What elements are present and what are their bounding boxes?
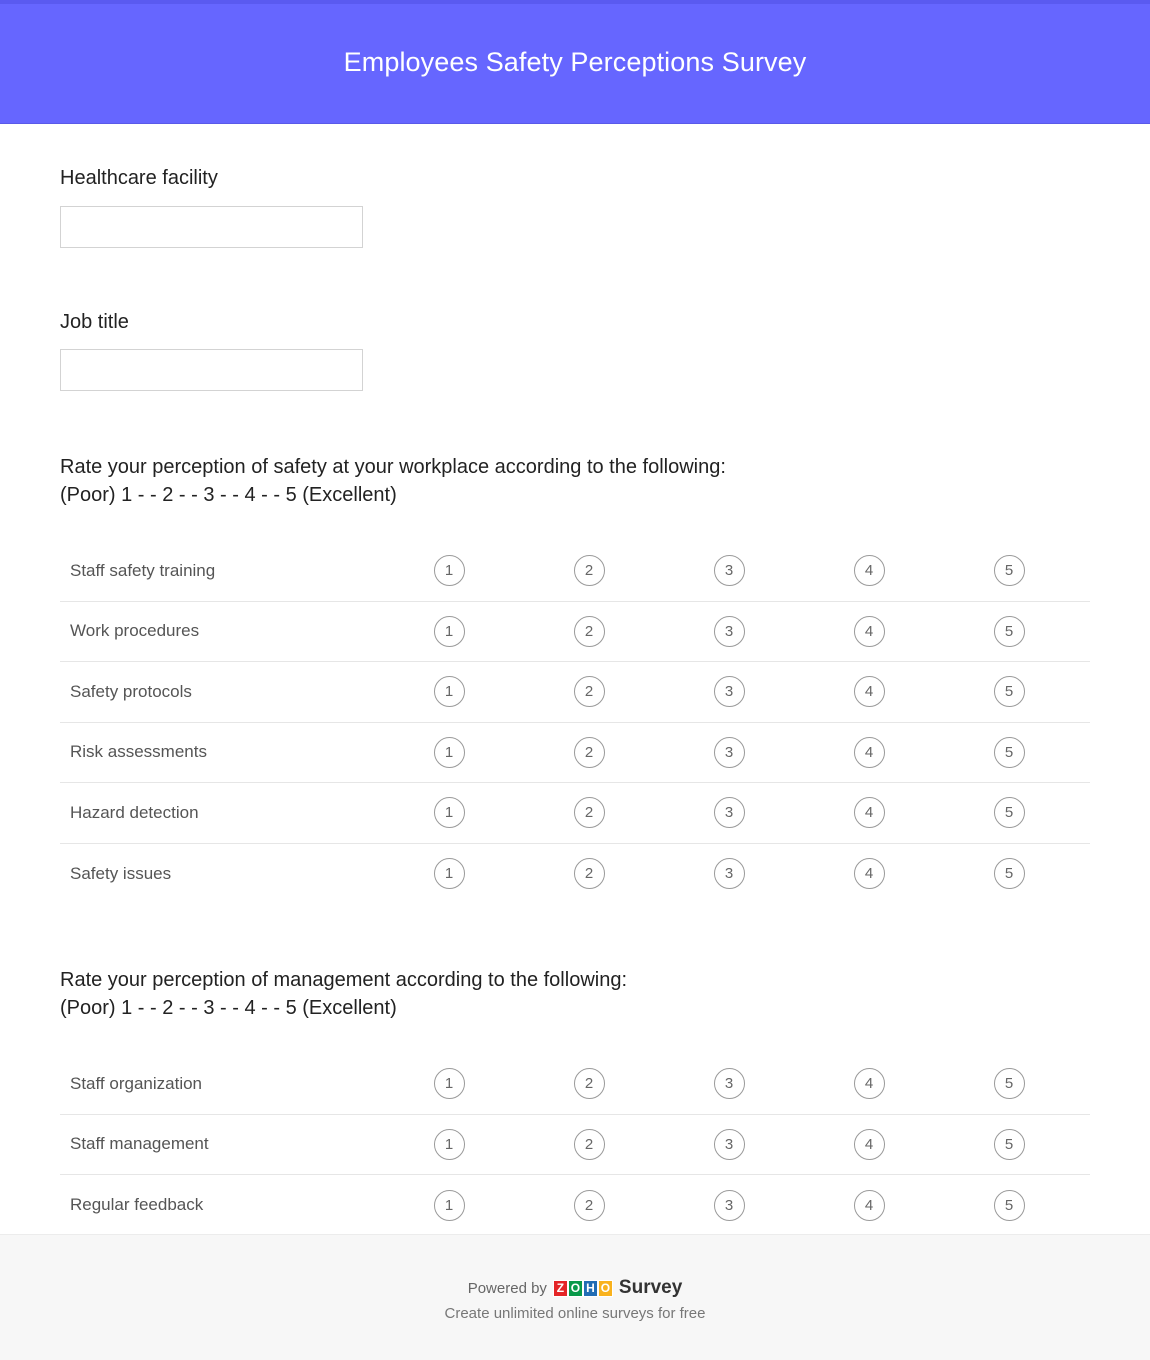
rating-option-1[interactable]: 1 — [434, 555, 465, 586]
rating-option-2[interactable]: 2 — [574, 1068, 605, 1099]
rating-option-2[interactable]: 2 — [574, 676, 605, 707]
rating-option-1[interactable]: 1 — [434, 1190, 465, 1221]
matrix-row-label: Risk assessments — [70, 742, 207, 762]
rating-option-4[interactable]: 4 — [854, 1068, 885, 1099]
zoho-logo-letter: H — [583, 1280, 598, 1297]
safety-matrix-prompt-line1: Rate your perception of safety at your workplace according to the following: — [60, 456, 726, 478]
rating-option-3[interactable]: 3 — [714, 1068, 745, 1099]
facility-input[interactable] — [60, 206, 363, 248]
matrix-row-label: Staff safety training — [70, 560, 216, 580]
management-matrix-prompt — [60, 966, 627, 1022]
rating-option-3[interactable]: 3 — [714, 1129, 745, 1160]
rating-option-3[interactable]: 3 — [714, 616, 745, 647]
rating-option-4[interactable]: 4 — [854, 1190, 885, 1221]
rating-option-1[interactable]: 1 — [434, 858, 465, 889]
rating-option-5[interactable]: 5 — [994, 1190, 1025, 1221]
matrix-row — [60, 602, 1090, 663]
matrix-row — [60, 844, 1090, 905]
rating-option-1[interactable]: 1 — [434, 616, 465, 647]
zoho-logo-letter: O — [568, 1280, 583, 1297]
rating-option-1[interactable]: 1 — [434, 1129, 465, 1160]
rating-option-5[interactable]: 5 — [994, 676, 1025, 707]
rating-option-4[interactable]: 4 — [854, 797, 885, 828]
rating-option-3[interactable]: 3 — [714, 737, 745, 768]
rating-option-1[interactable]: 1 — [434, 1068, 465, 1099]
zoho-logo-icon — [553, 1280, 613, 1297]
rating-option-1[interactable]: 1 — [434, 676, 465, 707]
matrix-row-label: Work procedures — [70, 621, 200, 641]
rating-option-2[interactable]: 2 — [574, 737, 605, 768]
rating-option-4[interactable]: 4 — [854, 737, 885, 768]
rating-option-3[interactable]: 3 — [714, 797, 745, 828]
rating-option-4[interactable]: 4 — [854, 1129, 885, 1160]
rating-option-4[interactable]: 4 — [854, 858, 885, 889]
safety-matrix-prompt-line2: (Poor) 1 - - 2 - - 3 - - 4 - - 5 (Excellent) — [60, 484, 397, 506]
rating-option-4[interactable]: 4 — [854, 676, 885, 707]
matrix-row-label: Staff organization — [70, 1073, 202, 1093]
rating-option-2[interactable]: 2 — [574, 616, 605, 647]
rating-option-2[interactable]: 2 — [574, 1190, 605, 1221]
management-rating-matrix — [60, 1054, 1090, 1236]
footer — [0, 1234, 1150, 1360]
powered-by[interactable] — [0, 1277, 1150, 1299]
matrix-row-label: Safety issues — [70, 863, 172, 883]
rating-option-3[interactable]: 3 — [714, 555, 745, 586]
rating-option-3[interactable]: 3 — [714, 676, 745, 707]
matrix-row — [60, 662, 1090, 723]
matrix-row — [60, 1054, 1090, 1115]
rating-option-4[interactable]: 4 — [854, 616, 885, 647]
matrix-row — [60, 723, 1090, 784]
rating-option-1[interactable]: 1 — [434, 737, 465, 768]
matrix-row-label: Safety protocols — [70, 681, 192, 701]
matrix-row-label: Staff management — [70, 1134, 209, 1154]
rating-option-3[interactable]: 3 — [714, 1190, 745, 1221]
management-matrix-prompt-line1: Rate your perception of management according to the following: — [60, 969, 628, 991]
rating-option-1[interactable]: 1 — [434, 797, 465, 828]
rating-option-5[interactable]: 5 — [994, 616, 1025, 647]
survey-header — [0, 0, 1150, 124]
zoho-logo-letter: Z — [553, 1280, 568, 1297]
rating-option-5[interactable]: 5 — [994, 858, 1025, 889]
matrix-row-label: Hazard detection — [70, 802, 199, 822]
zoho-logo-letter: O — [598, 1280, 613, 1297]
rating-option-5[interactable]: 5 — [994, 1068, 1025, 1099]
rating-option-2[interactable]: 2 — [574, 797, 605, 828]
rating-option-5[interactable]: 5 — [994, 797, 1025, 828]
survey-title: Employees Safety Perceptions Survey — [343, 47, 807, 77]
rating-option-3[interactable]: 3 — [714, 858, 745, 889]
rating-option-2[interactable]: 2 — [574, 1129, 605, 1160]
job-title-input[interactable] — [60, 349, 363, 391]
facility-label: Healthcare facility — [60, 167, 218, 189]
job-title-label: Job title — [60, 311, 129, 333]
rating-option-5[interactable]: 5 — [994, 555, 1025, 586]
matrix-row — [60, 1115, 1090, 1176]
safety-rating-matrix — [60, 541, 1090, 904]
rating-option-2[interactable]: 2 — [574, 555, 605, 586]
footer-tagline[interactable]: Create unlimited online surveys for free — [444, 1305, 706, 1322]
matrix-row — [60, 1175, 1090, 1236]
management-matrix-prompt-line2: (Poor) 1 - - 2 - - 3 - - 4 - - 5 (Excellent) — [60, 997, 397, 1019]
rating-option-5[interactable]: 5 — [994, 1129, 1025, 1160]
rating-option-2[interactable]: 2 — [574, 858, 605, 889]
rating-option-5[interactable]: 5 — [994, 737, 1025, 768]
matrix-row-label: Regular feedback — [70, 1195, 204, 1215]
matrix-row — [60, 783, 1090, 844]
safety-matrix-prompt — [60, 453, 726, 509]
powered-by-text: Powered by — [467, 1279, 547, 1297]
rating-option-4[interactable]: 4 — [854, 555, 885, 586]
matrix-row — [60, 541, 1090, 602]
product-name: Survey — [618, 1277, 683, 1298]
